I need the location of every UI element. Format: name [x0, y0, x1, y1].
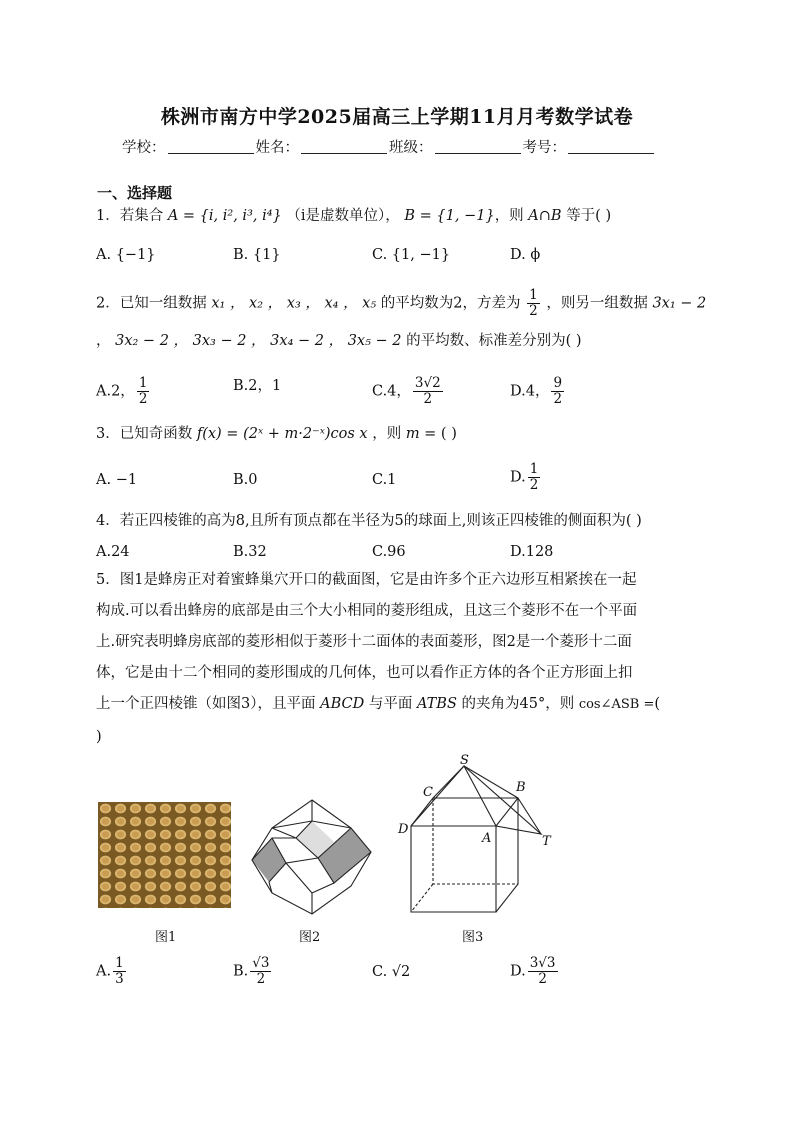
number-blank	[568, 139, 654, 154]
vertex-label-b: B	[516, 780, 526, 795]
q5-option-d[interactable]: D. $\frac{3√3}{2}$	[510, 955, 556, 987]
q5-stem-line5	[96, 694, 660, 715]
q4-option-a[interactable]: A.24	[96, 544, 130, 560]
q2-option-c[interactable]: C.4， $\frac{3√2}{2}$	[372, 375, 441, 407]
number-label: 考号：	[522, 140, 566, 156]
q2-stem-line2	[96, 331, 582, 351]
q1-option-c[interactable]: C. {1, −1}	[372, 247, 451, 263]
q5-plane-atbs: ATBS	[416, 696, 457, 712]
vertex-label-t: T	[542, 834, 551, 849]
class-label: 班级：	[389, 140, 433, 156]
q3-option-d[interactable]: D. $\frac{1}{2}$	[510, 461, 539, 493]
q3-option-a[interactable]: A. −1	[96, 472, 138, 488]
q3-function: f(x) = (2ˣ + m·2⁻ˣ)cos x	[196, 426, 368, 442]
q5-text: 的夹角为45°，则	[461, 696, 575, 712]
q4-option-d[interactable]: D.128	[510, 544, 554, 560]
q2-variables: x₁ ， x₂ ， x₃ ， x₄ ， x₅	[211, 295, 377, 312]
figure-2-caption: 图2	[299, 930, 321, 945]
q2-text: ，则另一组数据	[546, 295, 648, 312]
q1-option-b[interactable]: B. {1}	[233, 247, 281, 263]
q5-option-c[interactable]: C. √2	[372, 964, 411, 980]
class-blank	[435, 139, 521, 154]
cube-pyramid-figure	[396, 754, 562, 916]
q2-expressions: 3x₂ − 2 ， 3x₃ − 2 ， 3x₄ − 2 ， 3x₅ − 2	[115, 333, 402, 349]
q1-option-a[interactable]: A. {−1}	[96, 247, 156, 263]
vertex-label-s: S	[460, 754, 469, 768]
q5-stem-line2: 构成.可以看出蜂房的底部是由三个大小相同的菱形组成，且这三个菱形不在一个平面	[96, 603, 638, 619]
vertex-label-c: C	[423, 785, 433, 800]
q5-stem-line3: 上.研究表明蜂房底部的菱形相似于菱形十二面体的表面菱形，图2是一个菱形十二面	[96, 634, 632, 650]
q2-text: 的平均数为2，方差为	[380, 295, 521, 312]
q5-text: 上一个正四棱锥（如图3），且平面	[96, 696, 316, 712]
q2-option-a[interactable]: A.2， $\frac{1}{2}$	[96, 375, 148, 407]
q1-set-b: B = {1, −1}	[404, 208, 495, 224]
q2-expression: 3x₁ − 2	[652, 295, 707, 312]
honeycomb-cells	[98, 802, 231, 908]
q5-stem-line6: )	[96, 729, 102, 745]
q3-option-b[interactable]: B.0	[233, 472, 258, 488]
q2-option-b[interactable]: B.2，1	[233, 378, 282, 394]
q5-cos-expression: cos∠ASB =	[578, 697, 655, 712]
q4-stem: 4．若正四棱锥的高为8,且所有顶点都在半径为5的球面上,则该正四棱锥的侧面积为( )	[96, 513, 642, 529]
q4-option-c[interactable]: C.96	[372, 544, 406, 560]
q3-stem	[96, 424, 457, 444]
page-title: 株洲市南方中学2025届高三上学期11月月考数学试卷	[160, 106, 634, 128]
q3-text: ，则	[372, 426, 402, 442]
q1-set-a: A = {i, i², i³, i⁴}	[167, 208, 282, 224]
rhombic-dodecahedron-figure	[250, 798, 374, 916]
q3-variable: m	[405, 426, 420, 442]
q2-text: 的平均数、标准差分别为( )	[406, 333, 582, 349]
q3-text: 3．已知奇函数	[96, 426, 193, 442]
q5-stem-line1: 5．图1是蜂房正对着蜜蜂巢穴开口的截面图，它是由许多个正六边形互相紧挨在一起	[96, 572, 637, 588]
q1-text: 1．若集合	[96, 208, 164, 224]
figure-1-caption: 图1	[155, 930, 177, 945]
dark-face-left	[252, 838, 286, 882]
q2-text: 2．已知一组数据	[96, 295, 207, 312]
q5-plane-abcd: ABCD	[320, 696, 365, 712]
q2-stem-line1	[96, 288, 706, 319]
q5-text: 与平面	[368, 696, 413, 712]
vertex-label-a: A	[482, 831, 492, 846]
q3-option-c[interactable]: C.1	[372, 472, 397, 488]
school-blank	[168, 139, 254, 154]
q2-variance-fraction: $\frac{1}{2}$	[529, 287, 538, 319]
q4-option-b[interactable]: B.32	[233, 544, 267, 560]
q2-text: ，	[96, 333, 111, 349]
q5-option-a[interactable]: A. $\frac{1}{3}$	[96, 955, 124, 987]
q5-text: (	[654, 696, 661, 712]
q1-text: 等于( )	[566, 208, 612, 224]
name-label: 姓名：	[255, 140, 299, 156]
school-label: 学校：	[122, 140, 166, 156]
q1-text: （i是虚数单位），	[286, 208, 400, 224]
honeycomb-figure	[98, 802, 231, 908]
vertex-label-d: D	[398, 822, 409, 837]
q5-option-b[interactable]: B. $\frac{√3}{2}$	[233, 955, 270, 987]
q5-stem-line4: 体，它是由十二个相同的菱形围成的几何体，也可以看作正方体的各个正方形面上扣	[96, 665, 633, 681]
q1-text: ，则	[494, 208, 524, 224]
q1-option-d[interactable]: D. ϕ	[510, 247, 541, 263]
q1-expression: A∩B	[528, 208, 562, 224]
figure-3-caption: 图3	[462, 930, 484, 945]
q3-text: = ( )	[424, 426, 457, 442]
q2-option-d[interactable]: D.4， $\frac{9}{2}$	[510, 375, 563, 407]
student-info-row	[122, 136, 656, 157]
section-heading: 一、选择题	[97, 184, 173, 202]
name-blank	[301, 139, 387, 154]
q1-stem	[96, 206, 611, 226]
